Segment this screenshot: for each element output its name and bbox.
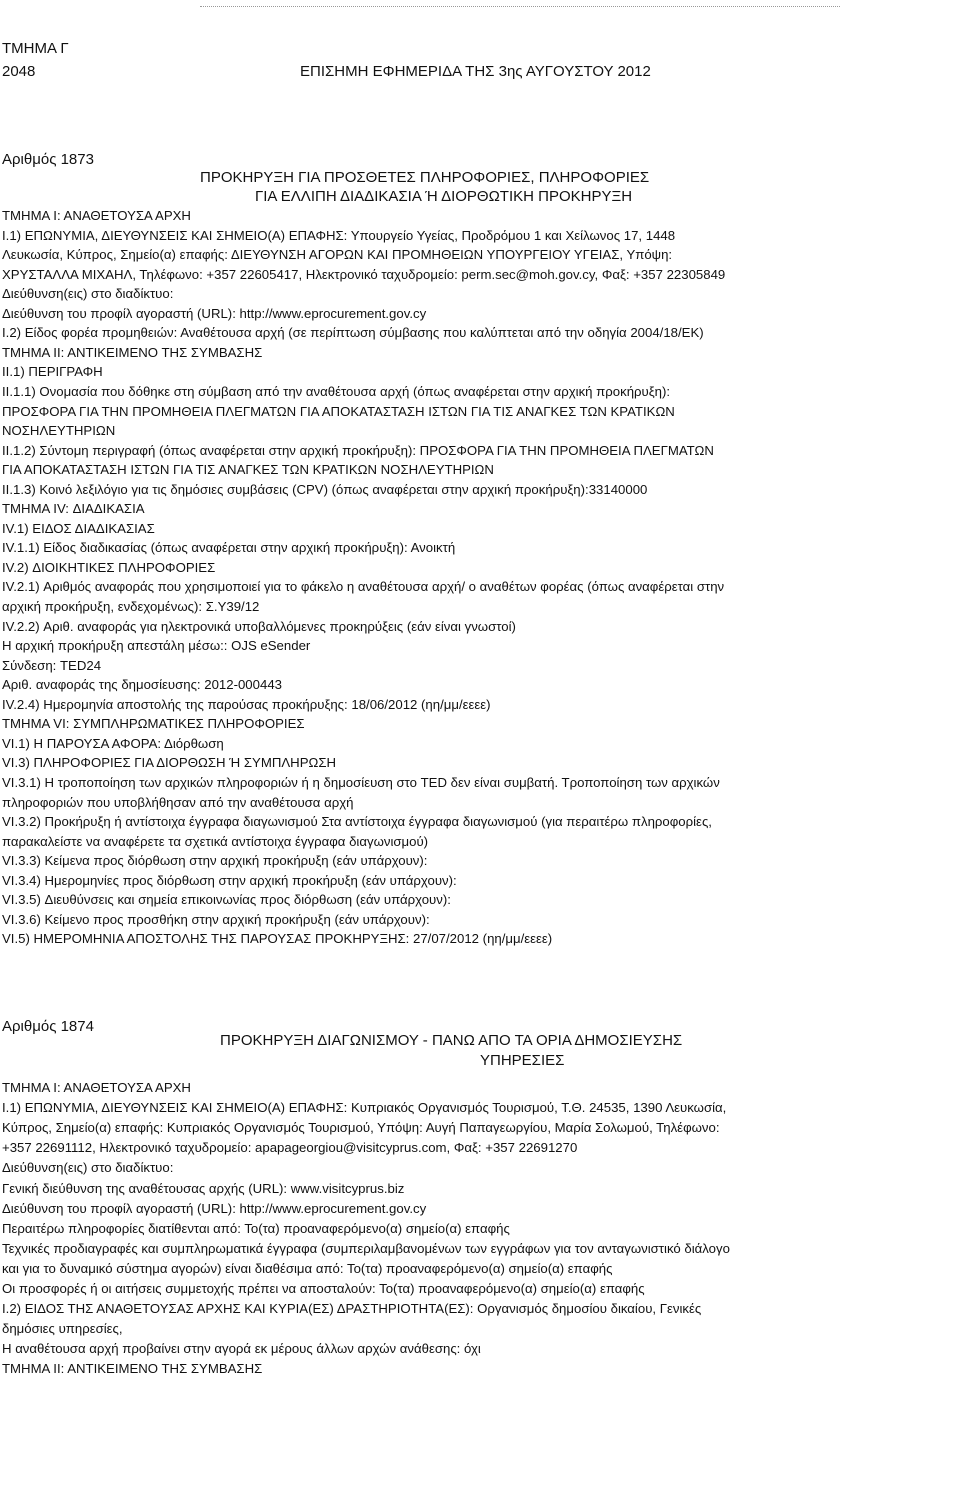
text-line: Η αναθέτουσα αρχή προβαίνει στην αγορά εκ μέρους άλλων αρχών ανάθεσης: όχι <box>2 1341 481 1357</box>
text-line: ΤΜΗΜΑ ΙΙ: ΑΝΤΙΚΕΙΜΕΝΟ ΤΗΣ ΣΥΜΒΑΣΗΣ <box>2 344 263 360</box>
text-line: ΤΜΗΜΑ IV: ΔΙΑΔΙΚΑΣΙΑ <box>2 501 145 517</box>
text-line: ΤΜΗΜΑ Ι: ΑΝΑΘΕΤΟΥΣΑ ΑΡΧΗ <box>2 1080 191 1095</box>
text-line: VI.3.1) Η τροποποίηση των αρχικών πληροφοριών ή η δημοσίευση στο TED δεν είναι συμβατή. Τροποποίηση των αρχικών <box>2 774 720 790</box>
text-line: +357 22691112, Ηλεκτρονικό ταχυδρομείο: apapageorgiou@visitcyprus.com, Φαξ: +357 22691270 <box>2 1140 578 1156</box>
text-line: VI.3.3) Κείμενα προς διόρθωση στην αρχική προκήρυξη (εάν υπάρχουν): <box>2 853 428 869</box>
text-line: ΠΡΟΣΦΟΡΑ ΓΙΑ ΤΗΝ ΠΡΟΜΗΘΕΙΑ ΠΛΕΓΜΑΤΩΝ ΓΙΑ ΑΠΟΚΑΤΑΣΤΑΣΗ ΙΣΤΩΝ ΓΙΑ ΤΙΣ ΑΝΑΓΚΕΣ ΤΩΝ ΚΡΑΤΙΚΩΝ <box>2 403 675 419</box>
text-line: και για το δυναμικό σύστημα αγορών) είναι διαθέσιμα από: Το(τα) προαναφερόμενο(α) σημείο(α) επαφής <box>2 1260 613 1276</box>
text-line: VI.3.6) Κείμενο προς προσθήκη στην αρχική προκήρυξη (εάν υπάρχουν): <box>2 911 430 927</box>
text-line: Η αρχική προκήρυξη απεστάλη μέσω:: OJS eSender <box>2 638 311 654</box>
text-line: IV.2.4) Ημερομηνία αποστολής της παρούσας προκήρυξης: 18/06/2012 (ηη/μμ/εεεε) <box>2 696 491 712</box>
text-line: Οι προσφορές ή οι αιτήσεις συμμετοχής πρέπει να αποσταλούν: Το(τα) προαναφερόμενο(α) σημείο(α) επαφής <box>2 1281 645 1296</box>
notice-title-1874-line2: ΥΠΗΡΕΣΙΕΣ <box>480 1052 565 1069</box>
text-line: Ι.2) ΕΙΔΟΣ ΤΗΣ ΑΝΑΘΕΤΟΥΣΑΣ ΑΡΧΗΣ ΚΑΙ ΚΥΡΙΑ(ΕΣ) ΔΡΑΣΤΗΡΙΟΤΗΤΑ(ΕΣ): Οργανισμός δημοσίου δικαίου, Γενικές <box>2 1301 702 1317</box>
text-line: πληροφοριών που υποβλήθησαν από την αναθέτουσα αρχή <box>2 794 354 810</box>
text-line: VI.5) ΗΜΕΡΟΜΗΝΙΑ ΑΠΟΣΤΟΛΗΣ ΤΗΣ ΠΑΡΟΥΣΑΣ ΠΡΟΚΗΡΥΞΗΣ: 27/07/2012 (ηη/μμ/εεεε) <box>2 931 553 947</box>
text-line: Σύνδεση: TED24 <box>2 657 102 673</box>
text-line: Διεύθυνση του προφίλ αγοραστή (URL): http://www.eprocurement.gov.cy <box>2 305 427 321</box>
text-line: IV.2) ΔΙΟΙΚΗΤΙΚΕΣ ΠΛΗΡΟΦΟΡΙΕΣ <box>2 559 216 575</box>
page-number: 2048 <box>2 63 36 80</box>
text-line: Ι.1) ΕΠΩΝΥΜΙΑ, ΔΙΕΥΘΥΝΣΕΙΣ ΚΑΙ ΣΗΜΕΙΟ(Α) ΕΠΑΦΗΣ: Κυπριακός Οργανισμός Τουρισμού, Τ.Θ. 24535, 1390 Λευκωσία, <box>2 1100 727 1116</box>
notice-title-1874-line1: ΠΡΟΚΗΡΥΞΗ ΔΙΑΓΩΝΙΣΜΟΥ - ΠΑΝΩ ΑΠΟ ΤΑ ΟΡΙΑ ΔΗΜΟΣΙΕΥΣΗΣ <box>220 1032 683 1049</box>
notice-title-1873-line1: ΠΡΟΚΗΡΥΞΗ ΓΙΑ ΠΡΟΣΘΕΤΕΣ ΠΛΗΡΟΦΟΡΙΕΣ, ΠΛΗΡΟΦΟΡΙΕΣ <box>200 169 650 186</box>
top-scan-edge <box>200 0 840 7</box>
text-line: VI.3.4) Ημερομηνίες προς διόρθωση στην αρχική προκήρυξη (εάν υπάρχουν): <box>2 872 457 888</box>
text-line: ΙΙ.1.1) Ονομασία που δόθηκε στη σύμβαση από την αναθέτουσα αρχή (όπως αναφέρεται στην αρχική προκήρυξη): <box>2 383 671 399</box>
text-line: ΓΙΑ ΑΠΟΚΑΤΑΣΤΑΣΗ ΙΣΤΩΝ ΓΙΑ ΤΙΣ ΑΝΑΓΚΕΣ ΤΩΝ ΚΡΑΤΙΚΩΝ ΝΟΣΗΛΕΥΤΗΡΙΩΝ <box>2 462 494 478</box>
text-line: ΙΙ.1.3) Κοινό λεξιλόγιο για τις δημόσιες συμβάσεις (CPV) (όπως αναφέρεται στην αρχική προκήρυξη):33140000 <box>2 481 648 497</box>
text-line: Ι.2) Είδος φορέα προμηθειών: Αναθέτουσα αρχή (σε περίπτωση σύμβασης που καλύπτεται από την οδηγία 2004/18/ΕΚ) <box>2 325 704 341</box>
text-line: Διεύθυνση(εις) στο διαδίκτυο: <box>2 286 174 302</box>
text-line: Λευκωσία, Κύπρος, Σημείο(α) επαφής: ΔΙΕΥΘΥΝΣΗ ΑΓΟΡΩΝ ΚΑΙ ΠΡΟΜΗΘΕΙΩΝ ΥΠΟΥΡΓΕΙΟΥ ΥΓΕΙΑΣ, Υπόψη: <box>2 247 673 263</box>
text-line: αρχική προκήρυξη, ενδεχομένως): Σ.Υ39/12 <box>2 599 260 614</box>
text-line: ΤΜΗΜΑ Ι: ΑΝΑΘΕΤΟΥΣΑ ΑΡΧΗ <box>2 208 191 223</box>
notice-number-1874: Αριθμός 1874 <box>2 1018 94 1035</box>
text-line: Διεύθυνση(εις) στο διαδίκτυο: <box>2 1160 174 1176</box>
text-line: VI.3.5) Διευθύνσεις και σημεία επικοινωνίας προς διόρθωση (εάν υπάρχουν): <box>2 892 451 908</box>
text-line: Κύπρος, Σημείο(α) επαφής: Κυπριακός Οργανισμός Τουρισμού, Υπόψη: Αυγή Παπαγεωργίου, Μαρία Σολωμού, Τηλέφωνο: <box>2 1120 720 1136</box>
section-label: ΤΜΗΜΑ Γ <box>2 40 69 57</box>
text-line: ΧΡΥΣΤΑΛΛΑ ΜΙΧΑΗΛ, Τηλέφωνο: +357 22605417, Ηλεκτρονικό ταχυδρομείο: perm.sec@moh.gov.cy, Φαξ: +357 22305849 <box>2 266 726 282</box>
text-line: VI.3) ΠΛΗΡΟΦΟΡΙΕΣ ΓΙΑ ΔΙΟΡΘΩΣΗ Ή ΣΥΜΠΛΗΡΩΣΗ <box>2 755 337 771</box>
text-line: δημόσιες υπηρεσίες, <box>2 1321 123 1337</box>
gazette-title: ΕΠΙΣΗΜΗ ΕΦΗΜΕΡΙΔΑ ΤΗΣ 3ης ΑΥΓΟΥΣΤΟΥ 2012 <box>300 63 651 80</box>
text-line: VI.3.2) Προκήρυξη ή αντίστοιχα έγγραφα διαγωνισμού Στα αντίστοιχα έγγραφα διαγωνισμού (για περαιτέρω πληροφορίες, <box>2 814 712 830</box>
text-line: Περαιτέρω πληροφορίες διατίθενται από: Το(τα) προαναφερόμενο(α) σημείο(α) επαφής <box>2 1220 510 1236</box>
text-line: IV.1.1) Είδος διαδικασίας (όπως αναφέρεται στην αρχική προκήρυξη): Ανοικτή <box>2 540 456 556</box>
text-line: παρακαλείστε να αναφέρετε τα σχετικά αντίστοιχα έγγραφα διαγωνισμού) <box>2 833 429 849</box>
text-line: Διεύθυνση του προφίλ αγοραστή (URL): http://www.eprocurement.gov.cy <box>2 1200 427 1216</box>
text-line: IV.2.1) Αριθμός αναφοράς που χρησιμοποιεί για το φάκελο η αναθέτουσα αρχή/ ο αναθέτων φορέας (όπως αναφέρεται στην <box>2 579 725 595</box>
notice-title-1873-line2: ΓΙΑ ΕΛΛΙΠΗ ΔΙΑΔΙΚΑΣΙΑ Ή ΔΙΟΡΘΩΤΙΚΗ ΠΡΟΚΗΡΥΞΗ <box>255 188 633 205</box>
text-line: ΤΜΗΜΑ ΙΙ: ΑΝΤΙΚΕΙΜΕΝΟ ΤΗΣ ΣΥΜΒΑΣΗΣ <box>2 1361 263 1377</box>
notice-number-1873: Αριθμός 1873 <box>2 151 94 168</box>
text-line: VI.1) Η ΠΑΡΟΥΣΑ ΑΦΟΡΑ: Διόρθωση <box>2 735 224 751</box>
text-line: IV.2.2) Αριθ. αναφοράς για ηλεκτρονικά υποβαλλόμενες προκηρύξεις (εάν είναι γνωστοί) <box>2 618 516 634</box>
text-line: Τεχνικές προδιαγραφές και συμπληρωματικά έγγραφα (συμπεριλαμβανομένων των εγγράφων για τον ανταγωνιστικό διάλογο <box>2 1240 730 1256</box>
text-line: ΙΙ.1.2) Σύντομη περιγραφή (όπως αναφέρεται στην αρχική προκήρυξη): ΠΡΟΣΦΟΡΑ ΓΙΑ ΤΗΝ ΠΡΟΜΗΘΕΙΑ ΠΛΕΓΜΑΤΩΝ <box>2 442 714 458</box>
text-line: Ι.1) ΕΠΩΝΥΜΙΑ, ΔΙΕΥΘΥΝΣΕΙΣ ΚΑΙ ΣΗΜΕΙΟ(Α) ΕΠΑΦΗΣ: Υπουργείο Υγείας, Προδρόμου 1 και Χείλωνος 17, 1448 <box>2 227 676 243</box>
text-line: ΝΟΣΗΛΕΥΤΗΡΙΩΝ <box>2 423 116 439</box>
text-line: Αριθ. αναφοράς της δημοσίευσης: 2012-000443 <box>2 677 282 693</box>
text-line: ΙΙ.1) ΠΕΡΙΓΡΑΦΗ <box>2 364 103 380</box>
text-line: ΤΜΗΜΑ VI: ΣΥΜΠΛΗΡΩΜΑΤΙΚΕΣ ΠΛΗΡΟΦΟΡΙΕΣ <box>2 716 305 732</box>
text-line: IV.1) ΕΙΔΟΣ ΔΙΑΔΙΚΑΣΙΑΣ <box>2 520 155 536</box>
text-line: Γενική διεύθυνση της αναθέτουσας αρχής (URL): www.visitcyprus.biz <box>2 1180 405 1196</box>
